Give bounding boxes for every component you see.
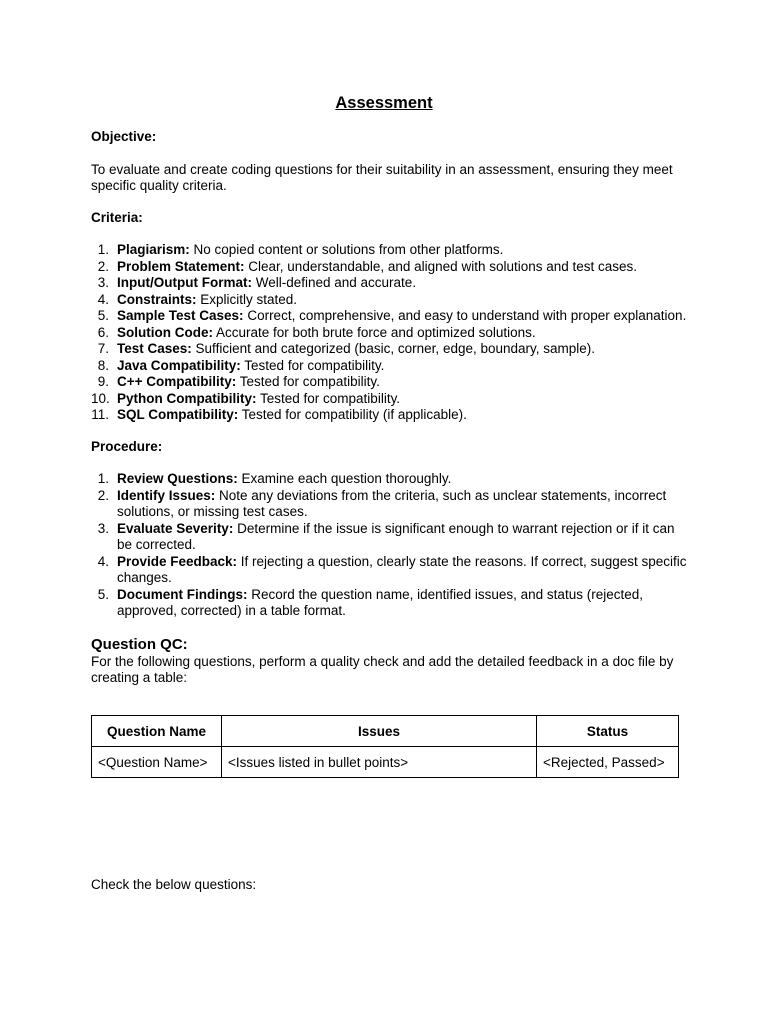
table-row — [92, 747, 679, 778]
check-questions-text: Check the below questions: — [91, 877, 257, 892]
table-cell-issues: <Issues listed in bullet points> — [222, 747, 537, 778]
table-header-issues: Issues — [222, 716, 537, 747]
criteria-item: 2. Problem Statement: Clear, understandable, and aligned with solutions and test cases. — [97, 258, 638, 274]
criteria-item: 1. Plagiarism: No copied content or solutions from other platforms. — [97, 242, 504, 257]
objective-text: To evaluate and create coding questions for their suitability in an assessment, ensuring they meet specific quality criteria. — [91, 161, 673, 193]
criteria-item: 10. Python Compatibility: Tested for compatibility. — [91, 390, 401, 406]
procedure-list — [91, 471, 691, 620]
criteria-heading: Criteria: — [91, 209, 143, 225]
criteria-item: 8. Java Compatibility: Tested for compatibility. — [97, 357, 385, 373]
procedure-item: 1. Review Questions: Examine each question thoroughly. — [97, 471, 452, 486]
criteria-item: 6. Solution Code: Accurate for both brute force and optimized solutions. — [97, 324, 536, 340]
document-body — [91, 129, 691, 687]
table-header-row — [92, 716, 679, 747]
page-title: Assessment — [335, 94, 433, 112]
objective-heading: Objective: — [91, 129, 157, 144]
criteria-item: 3. Input/Output Format: Well-defined and accurate. — [97, 275, 417, 290]
qc-table — [91, 715, 679, 778]
criteria-item: 5. Sample Test Cases: Correct, comprehensive, and easy to understand with proper explanation. — [97, 308, 687, 323]
criteria-item: 4. Constraints: Explicitly stated. — [97, 291, 298, 307]
procedure-item: 5. Document Findings: Record the question name, identified issues, and status (rejected, approved, corrected) in a table format. — [97, 586, 643, 618]
question-qc-text: For the following questions, perform a quality check and add the detailed feedback in a doc file by creating a table: — [91, 653, 674, 685]
table-header-status: Status — [537, 716, 679, 747]
question-qc-heading: Question QC: — [91, 635, 188, 653]
procedure-heading: Procedure: — [91, 438, 163, 454]
criteria-item: 9. C++ Compatibility: Tested for compatibility. — [97, 374, 380, 389]
table-header-question-name: Question Name — [92, 716, 222, 747]
criteria-item: 7. Test Cases: Sufficient and categorized (basic, corner, edge, boundary, sample). — [97, 341, 596, 356]
table-cell-status: <Rejected, Passed> — [537, 747, 679, 778]
criteria-item: 11. SQL Compatibility: Tested for compatibility (if applicable). — [91, 407, 467, 422]
procedure-item: 2. Identify Issues: Note any deviations from the criteria, such as unclear statements, incorrect solutions, or missing test cases. — [97, 487, 667, 519]
criteria-list — [91, 242, 691, 424]
procedure-item: 3. Evaluate Severity: Determine if the issue is significant enough to warrant rejection or if it can be corrected. — [97, 520, 675, 552]
table-cell-question-name: <Question Name> — [92, 747, 222, 778]
procedure-item: 4. Provide Feedback: If rejecting a question, clearly state the reasons. If correct, suggest specific changes. — [97, 553, 687, 585]
